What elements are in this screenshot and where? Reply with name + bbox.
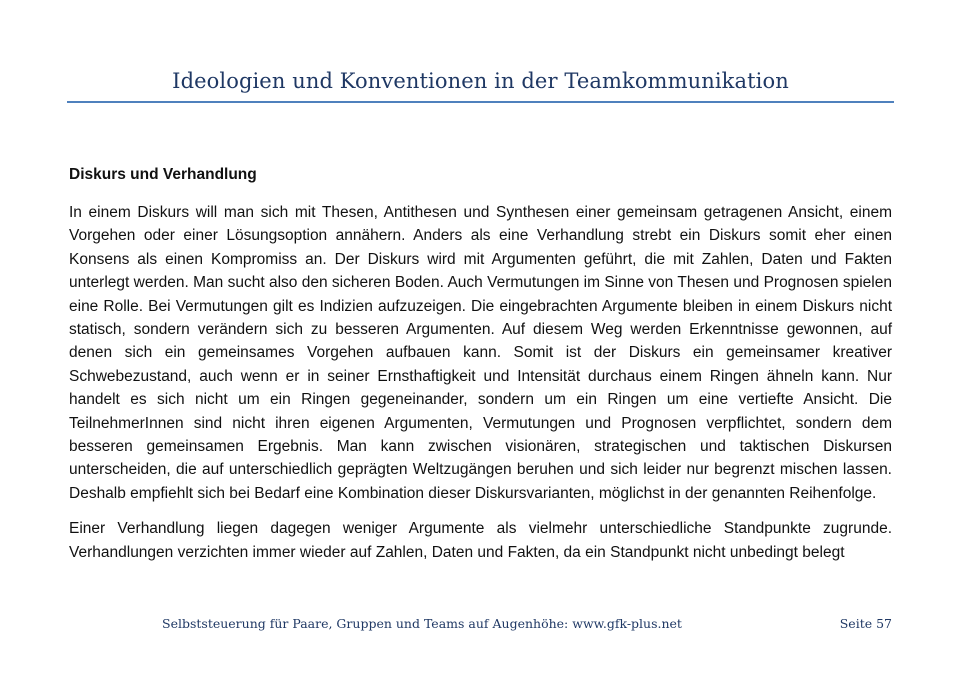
footer-text: Selbststeuerung für Paare, Gruppen und Teams auf Augenhöhe: www.gfk-plus.net: [162, 616, 682, 631]
paragraph-diskurs: In einem Diskurs will man sich mit Thesen, Antithesen und Synthesen einer gemeinsam getragenen Ansicht, einem Vorgehen oder einer Lösungsoption annähern. Anders als eine Verhandlung strebt ein Diskurs somit eher einen Konsens als einen Kompromiss an. Der Diskurs wird mit Argumenten geführt, die mit Zahlen, Daten und Fakten unterlegt werden. Man sucht also den sicheren Boden. Auch Vermutungen im Sinne von Thesen und Prognosen spielen eine Rolle. Bei Vermutungen gilt es Indizien aufzuzeigen. Die eingebrachten Argumente bleiben in einem Diskurs nicht statisch, sondern verändern sich zu besseren Argumenten. Auf diesem Weg werden Erkenntnisse gewonnen, auf denen sich ein gemeinsames Vorgehen aufbauen kann. Somit ist der Diskurs ein gemeinsamer kreativer Schwebezustand, auch wenn er in seiner Ernsthaftigkeit und Intensität durchaus einem Ringen ähneln kann. Nur handelt es sich nicht um ein Ringen gegeneinander, sondern um ein Ringen um eine vertiefte Ansicht. Die TeilnehmerInnen sind nicht ihren eigenen Argumenten, Vermutungen und Prognosen verpflichtet, sondern dem besseren gemeinsamen Ergebnis. Man kann zwischen visionären, strategischen und taktischen Diskursen unterscheiden, die auf unterschiedlich geprägten Weltzugängen beruhen und sich leider nur begrenzt mischen lassen. Deshalb empfiehlt sich bei Bedarf eine Kombination dieser Diskursvarianten, möglichst in der genannten Reihenfolge.: [69, 204, 892, 502]
page-title: Ideologien und Konventionen in der Teamkommunikation: [172, 69, 789, 93]
header-divider: [67, 101, 894, 103]
document-body: [69, 162, 892, 576]
page-number: Seite 57: [839, 616, 892, 631]
section-heading: Diskurs und Verhandlung: [69, 166, 257, 183]
paragraph-verhandlung: Einer Verhandlung liegen dagegen weniger Argumente als vielmehr unterschiedliche Standpunkte zugrunde. Verhandlungen verzichten immer wieder auf Zahlen, Daten und Fakten, da ein Standpunkt nicht unbedingt belegt: [69, 520, 892, 561]
